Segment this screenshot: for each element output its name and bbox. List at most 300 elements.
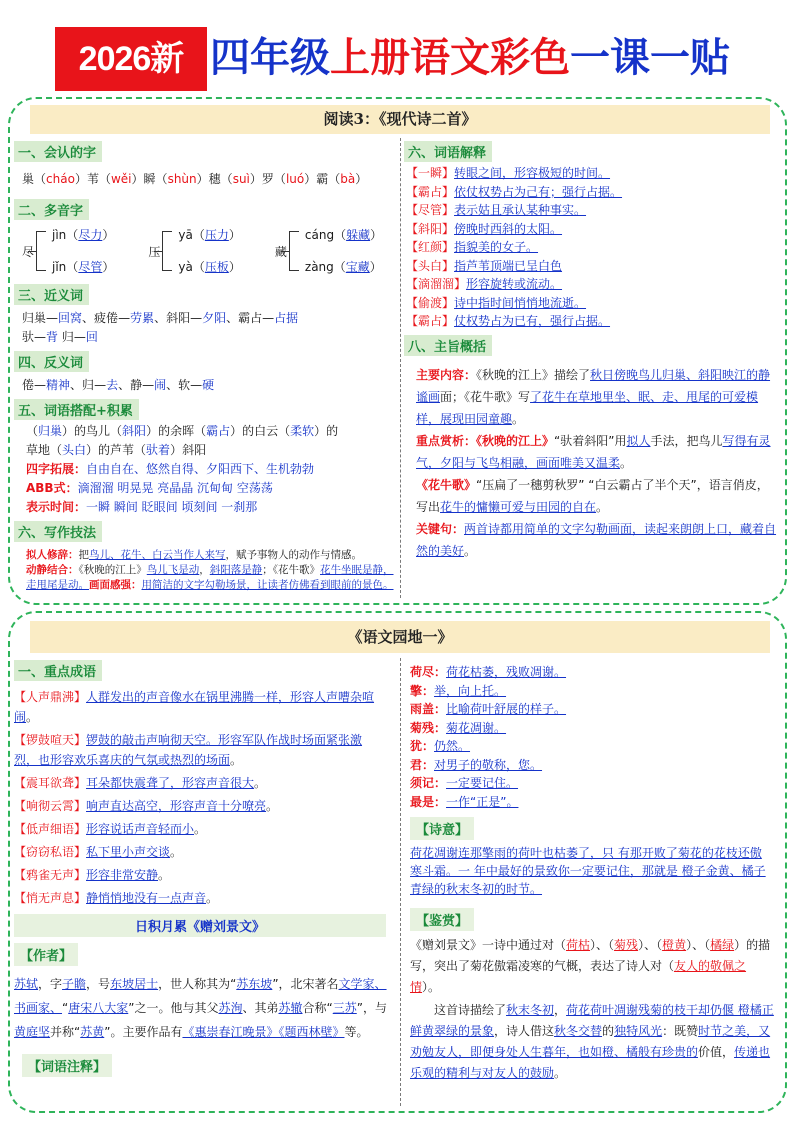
note-item [410, 663, 774, 682]
note-word: 最是： [410, 794, 447, 809]
text: “压扁了一穗剪秋罗” “白云霸占了半个天”，语言俏皮，写出 [416, 477, 769, 514]
poem-title: 《秋晚的江上》 [476, 433, 555, 448]
year-badge: 2026新 [55, 27, 207, 91]
paired-word: 闹 [154, 378, 167, 392]
antonyms-line [22, 376, 396, 395]
highlight: 三苏 [332, 1001, 357, 1015]
collocation-line [26, 441, 396, 460]
text: 、 [70, 378, 83, 392]
technique-motion-stillness [26, 563, 398, 593]
garden-right-column [410, 663, 774, 1084]
text: ） [370, 228, 383, 242]
text: — [34, 330, 47, 344]
text: ）的余晖（ [146, 424, 207, 438]
polyphone-readings [52, 228, 114, 274]
text: 、其弟 [242, 1001, 279, 1015]
text: ）的 [314, 424, 339, 438]
note-word: 荷尽： [410, 665, 447, 679]
highlight: 子瞻 [62, 977, 87, 991]
four-char-line [26, 460, 396, 479]
label: 四字拓展： [26, 462, 87, 476]
writing-technique [26, 548, 398, 593]
note-definition: 一作“正是”。 [446, 794, 519, 809]
text: 价值， [698, 1045, 735, 1059]
text: 《秋晚的江上》描绘了 [476, 367, 591, 382]
idiom-word: 【震耳欲聋】 [14, 776, 87, 790]
text: ）的芦苇（ [86, 443, 147, 457]
text: ，号 [86, 977, 111, 991]
value: 一瞬 瞬间 眨眼间 顷刻间 一刹那 [86, 500, 258, 514]
page-header [55, 27, 755, 91]
text: 。 [554, 1066, 567, 1080]
text: ，世人称其为“ [158, 977, 237, 991]
term-definition: 表示姑且承认某种事实。 [454, 203, 587, 217]
poem-meaning-tag: 【诗意】 [410, 817, 474, 840]
fill-word: 橘绿 [710, 938, 735, 952]
label: 拟人修辞： [26, 549, 79, 561]
fill-word: 斜阳 [122, 424, 147, 438]
example-word: 压板 [204, 260, 229, 274]
example-word: 压力 [204, 228, 229, 242]
word: 归巢 [22, 311, 47, 325]
text: “驮着斜阳”用 [554, 433, 627, 448]
character: 苇 [86, 172, 99, 186]
text: ）的白云（ [230, 424, 291, 438]
highlight: 斜阳落是静 [209, 564, 263, 576]
label: 动静结合： [26, 564, 79, 576]
text: ”之一。他与其父 [128, 1001, 219, 1015]
polyphone-readings [178, 228, 241, 274]
text: ） [102, 228, 115, 242]
text: ，赋予事物人的动作与情感。 [225, 549, 362, 561]
daily-accumulation-title: 日积月累《赠刘景文》 [14, 914, 386, 937]
character: 穗 [208, 172, 221, 186]
highlight: 荷花荷叶凋谢残菊的枝干却仍偃 橙橘正鲜黄翠绿的景象 [410, 1003, 774, 1038]
text: ） [249, 172, 262, 186]
characters-line [22, 170, 396, 189]
poem-title: 《花牛歌》 [416, 477, 477, 492]
text: 、 [154, 311, 167, 325]
term-list [406, 164, 780, 331]
text: — [190, 311, 203, 325]
text: ）、（ [590, 938, 615, 952]
text: （ [66, 228, 79, 242]
text: （ [192, 260, 205, 274]
text: （ [26, 424, 39, 438]
text: ”，北宋著名 [272, 977, 339, 991]
note-word: 犹： [410, 739, 435, 753]
pinyin: shùn [167, 172, 197, 186]
label: 重点赏析： [416, 433, 477, 448]
idiom-word: 【鸦雀无声】 [14, 868, 87, 882]
idiom-item [14, 819, 386, 839]
text: ）的描写，突出了菊花傲霜凌寒的气概，表达了诗人对（ [410, 938, 771, 973]
note-word: 雨盖： [410, 702, 447, 716]
highlight: 鸟儿飞是动 [146, 564, 200, 576]
section-heading-theme: 八、主旨概括 [404, 335, 492, 356]
idiom-definition: 人群发出的声音像水在锅里沸腾一样，形容人声嘈杂喧闹 [14, 690, 375, 724]
paired-word: 占据 [274, 311, 299, 325]
text: ）。 [422, 980, 441, 994]
text: ） [102, 260, 115, 274]
idiom-definition: 静悄悄地没有一点声音 [86, 891, 207, 905]
section-heading-synonyms: 三、近义词 [14, 284, 89, 305]
note-definition: 举，向上托。 [434, 683, 507, 698]
text: 。 [266, 799, 279, 813]
word: 归 [61, 330, 74, 344]
idiom-definition: 响声直达高空，形容声音十分嘹亮 [86, 799, 267, 813]
text: ， [554, 1003, 567, 1017]
note-word: 菊残： [410, 720, 447, 735]
idiom-word: 【响彻云霄】 [14, 799, 87, 813]
highlight: 苏洵 [218, 1001, 243, 1015]
character: 霸 [316, 172, 329, 186]
author-intro [14, 972, 388, 1044]
lesson-left-column [14, 141, 396, 593]
highlight: 了花牛在草地里坐、眠、走、甩尾的可爱模样，展现田园童趣 [416, 389, 759, 426]
highlight: 两首诗都用简单的文字勾勒画面，读起来朗朗上口，藏着自然的美好 [416, 521, 777, 558]
note-item [410, 737, 774, 756]
abb-line [26, 479, 396, 498]
text: ）斜阳 [170, 443, 207, 457]
idiom-word: 【低声细语】 [14, 822, 87, 836]
polyphone-reading [52, 260, 114, 274]
note-item [410, 700, 774, 719]
highlight: 唐宋八大家 [68, 1001, 129, 1015]
highlight: 秋日傍晚鸟儿归巢、斜阳映江的静谧画 [416, 367, 771, 404]
text: — [142, 378, 155, 392]
technique-personification [26, 548, 398, 563]
term-item [406, 183, 780, 202]
idiom-definition: 形容非常安静 [86, 868, 159, 882]
word: 霸占 [238, 311, 263, 325]
title-book: 上册语文彩色 [330, 34, 570, 81]
text: ， [199, 564, 210, 576]
example-word: 尽管 [78, 260, 103, 274]
text: （ [34, 172, 47, 186]
text: 手法，把鸟儿 [650, 433, 723, 448]
text: 这首诗描绘了 [434, 1003, 507, 1017]
text: 面；《花牛歌》写 [440, 389, 531, 404]
highlight: 用简洁的文字勾勒场景，让读者仿佛看到眼前的景色。 [141, 579, 394, 591]
paired-word: 精神 [46, 378, 71, 392]
idiom-item [14, 730, 386, 770]
polyphone-char: 尽 [22, 244, 35, 259]
idiom-word: 【悄无声息】 [14, 891, 87, 905]
character: 瞬 [143, 172, 156, 186]
term-word: 【头白】 [406, 258, 455, 273]
idiom-item [14, 796, 386, 816]
polyphone-readings [305, 228, 382, 274]
note-definition: 仍然。 [434, 739, 471, 753]
note-definition: 荷花枯萎，残败凋谢。 [446, 665, 567, 679]
highlight: 传递也乐观的精利与对友人的鼓励 [410, 1045, 771, 1080]
idiom-word: 【人声鼎沸】 [14, 690, 87, 704]
main-title [210, 29, 730, 87]
text: — [262, 311, 275, 325]
brace-icon [36, 231, 46, 271]
paired-word: 背 [46, 330, 59, 344]
idiom-item [14, 687, 386, 727]
fill-word: 柔软 [290, 424, 315, 438]
idiom-item [14, 888, 386, 908]
text: “ [62, 1001, 69, 1015]
text: 《秋晚的江上》 [78, 564, 147, 576]
appreciation-text-2 [410, 1000, 774, 1084]
polyphone-reading [305, 260, 382, 274]
synonyms-line [22, 309, 396, 328]
pinyin: yā [178, 228, 193, 242]
idiom-word: 【锣鼓喧天】 [14, 733, 87, 747]
text: 。 [170, 845, 183, 859]
paired-word: 回窝 [58, 311, 83, 325]
term-word: 【滴溜溜】 [406, 277, 467, 291]
text: ；《花牛歌》 [262, 564, 320, 576]
paired-word: 去 [106, 378, 119, 392]
text: ） [228, 260, 241, 274]
brace-icon [162, 231, 172, 271]
fill-word: 菊残 [614, 938, 639, 952]
polyphone-reading [178, 260, 241, 274]
term-definition: 指貌美的女子。 [454, 240, 539, 254]
polyphone-char: 藏 [274, 244, 287, 259]
theme-summary [416, 364, 778, 562]
highlight: 文学家、书画家、 [14, 977, 387, 1015]
column-divider [400, 658, 401, 1106]
text: 。 [158, 868, 171, 882]
pinyin: jǐn [52, 260, 67, 274]
text: ”。主要作品有 [104, 1025, 183, 1039]
highlight: 《惠崇春江晚景》《题西林壁》 [182, 1025, 345, 1039]
polyphone-group [22, 228, 396, 274]
text: — [118, 311, 131, 325]
word: 软 [178, 378, 191, 392]
appreciation-text [410, 935, 774, 998]
term-word: 【霸占】 [406, 314, 455, 328]
fill-word: 友人的敬佩之情 [410, 959, 747, 994]
highlight: 秋冬交替 [554, 1024, 603, 1038]
text: （ [192, 228, 205, 242]
text: ”，与 [356, 1001, 387, 1015]
text: ） [196, 172, 209, 186]
highlight: 苏辙 [278, 1001, 303, 1015]
idiom-item [14, 842, 386, 862]
text: — [73, 330, 86, 344]
text: 。 [206, 891, 219, 905]
text: 。 [596, 499, 609, 514]
highlight: 写得有灵气，夕阳与飞鸟相融，画面唯美又温柔 [416, 433, 771, 470]
word: 斜阳 [166, 311, 191, 325]
example-word: 尽力 [78, 228, 103, 242]
value: 滴溜溜 明晃晃 亮晶晶 沉甸甸 空荡荡 [77, 481, 273, 495]
note-definition: 菊花凋谢。 [446, 720, 507, 735]
highlight: 时节之美，又劝勉友人，即便身处人生暮年，也如橙、橘般有珍贵的 [410, 1024, 771, 1059]
text: ：既赞 [662, 1024, 699, 1038]
fill-word: 橙黄 [662, 938, 687, 952]
text: 把 [78, 549, 89, 561]
term-word: 【一瞬】 [406, 166, 455, 180]
text: ） [304, 172, 317, 186]
note-definition: 比喻荷叶舒展的样子。 [446, 702, 567, 716]
term-word: 【偷渡】 [406, 295, 455, 310]
term-item [406, 220, 780, 239]
idiom-item [14, 865, 386, 885]
character: 罗 [261, 172, 274, 186]
text: — [46, 311, 59, 325]
text: ） [74, 172, 87, 186]
paired-word: 硬 [202, 378, 215, 392]
pinyin: bà [340, 172, 356, 186]
text: 。 [620, 455, 633, 470]
pinyin: zàng [304, 260, 334, 274]
text: 、 [226, 311, 239, 325]
garden-title: 《语文园地一》 [30, 621, 770, 653]
polyphone-item [148, 228, 241, 274]
text: 并称“ [50, 1025, 81, 1039]
fill-word: 驮着 [146, 443, 171, 457]
term-word: 【斜阳】 [406, 221, 455, 236]
idiom-definition: 耳朵都快震聋了，形容声音很大 [86, 776, 255, 790]
note-definition: 一定要记住。 [446, 776, 519, 790]
pinyin: cháo [46, 172, 75, 186]
idiom-item [14, 773, 386, 793]
text: — [94, 378, 107, 392]
time-words-line [26, 498, 396, 517]
term-word: 【红颜】 [406, 240, 455, 254]
idiom-list [14, 687, 386, 908]
idiom-definition: 形容说话声音轻而小 [86, 822, 195, 836]
notes-list [410, 663, 774, 811]
author-tag: 【作者】 [14, 943, 78, 966]
paired-word: 夕阳 [202, 311, 227, 325]
note-item [410, 756, 774, 775]
pinyin: suì [232, 172, 250, 186]
word: 归 [82, 378, 95, 392]
note-word: 擎： [410, 683, 435, 698]
pinyin: luó [285, 172, 305, 186]
text: （ [328, 172, 341, 186]
text: ）的鸟儿（ [62, 424, 123, 438]
text: （ [98, 172, 111, 186]
text: 。 [230, 753, 243, 767]
focus-analysis-2 [416, 474, 778, 518]
text: — [34, 378, 47, 392]
text: ） [369, 260, 382, 274]
text: （ [66, 260, 79, 274]
text: 、 [118, 378, 131, 392]
highlight: 独特风光 [614, 1024, 663, 1038]
text: ，字 [38, 977, 63, 991]
term-definition: 诗中指时间悄悄地流逝。 [454, 295, 587, 310]
text: 等。 [344, 1025, 369, 1039]
focus-analysis [416, 430, 778, 474]
section-heading-explanations: 六、词语解释 [404, 141, 492, 162]
text: 、 [166, 378, 179, 392]
fill-word: 头白 [62, 443, 87, 457]
term-item [406, 201, 780, 220]
polyphone-item [275, 228, 382, 274]
polyphone-item [22, 228, 114, 274]
title-series: 一课一贴 [570, 34, 730, 81]
brace-icon [289, 231, 299, 271]
text: 。 [26, 710, 39, 724]
section-heading-antonyms: 四、反义词 [14, 351, 89, 372]
note-item [410, 682, 774, 701]
section-heading-polyphone: 二、多音字 [14, 199, 89, 220]
section-heading-chars: 一、会认的字 [14, 141, 102, 162]
term-item [406, 275, 780, 294]
term-word: 【尽管】 [406, 203, 455, 217]
highlight: 苏黄 [80, 1025, 105, 1039]
note-item [410, 719, 774, 738]
text: （ [334, 228, 347, 242]
word: 疲倦 [94, 311, 119, 325]
word: 驮 [22, 330, 35, 344]
label: 表示时间： [26, 500, 87, 514]
word: 静 [130, 378, 143, 392]
label: 画面感强： [89, 579, 142, 591]
term-item [406, 257, 780, 276]
highlight: 花牛坐眠是静，走甩尾是动。 [26, 564, 394, 591]
polyphone-reading [305, 228, 382, 242]
text: 。 [512, 411, 525, 426]
note-definition: 对男子的敬称，您。 [434, 757, 543, 772]
section-heading-collocation: 五、词语搭配+积累 [14, 399, 139, 420]
text: 《赠刘景文》一诗中通过对（ [410, 938, 567, 952]
fill-word: 霸占 [206, 424, 231, 438]
notes-tag: 【词语注释】 [22, 1054, 112, 1077]
character: 巢 [22, 172, 35, 186]
term-definition: 傍晚时西斜的太阳。 [454, 221, 563, 236]
note-item [410, 774, 774, 793]
text: — [190, 378, 203, 392]
example-word: 宝藏 [345, 260, 370, 274]
highlight: 秋末冬初 [506, 1003, 555, 1017]
label: 主要内容： [416, 367, 477, 382]
term-word: 【霸占】 [406, 184, 455, 199]
section-heading-idioms: 一、重点成语 [14, 660, 102, 681]
label: ABB式： [26, 481, 78, 495]
text: 。 [254, 776, 267, 790]
text: （ [220, 172, 233, 186]
highlight: 拟人 [626, 433, 651, 448]
highlight: 苏轼 [14, 977, 39, 991]
term-definition: 指芦苇顶端已呈白色 [454, 258, 563, 273]
text: ） [355, 172, 368, 186]
collocation-line [26, 422, 396, 441]
value: 自由自在、悠然自得、夕阳西下、生机勃勃 [86, 462, 315, 476]
appreciation-tag: 【鉴赏】 [410, 908, 474, 931]
text: （ [333, 260, 346, 274]
poem-meaning: 荷花凋谢连那擎雨的荷叶也枯萎了，只 有那开败了菊花的花枝还傲寒斗霜。一 年中最好的景致你一定要记住，那就是 橙子金黄、橘子青绿的秋末冬初的时节。 [410, 846, 766, 896]
term-definition: 形容旋转或流动。 [466, 277, 563, 291]
term-item [406, 238, 780, 257]
note-item [410, 793, 774, 812]
highlight: 黄庭坚 [14, 1025, 51, 1039]
term-item [406, 164, 780, 183]
polyphone-char: 压 [148, 244, 161, 259]
pinyin: jìn [52, 228, 67, 242]
highlight: 鸟儿、花牛、白云当作人来写 [89, 549, 226, 561]
polyphone-reading [52, 228, 114, 242]
text: 。 [464, 543, 477, 558]
text: 。 [194, 822, 207, 836]
text: ）、（ [686, 938, 711, 952]
main-content [416, 364, 778, 430]
text: ） [131, 172, 144, 186]
fill-word: 荷枯 [566, 938, 591, 952]
title-grade: 四年级 [210, 34, 330, 81]
